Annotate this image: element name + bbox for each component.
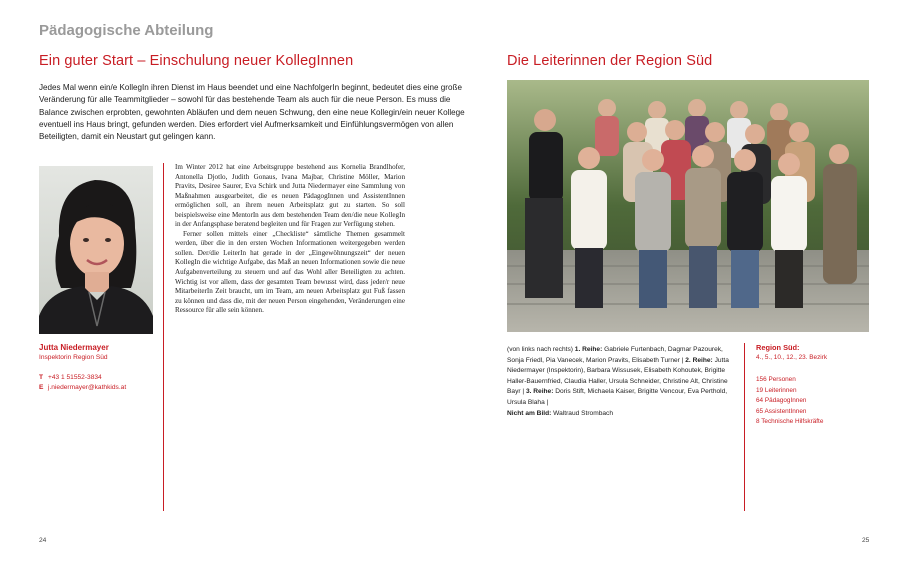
stat-item: 156 Personen (756, 376, 796, 383)
stat-item: 8 Technische Hilfskräfte (756, 418, 824, 426)
phone-number: +43 1 51552-3834 (48, 374, 102, 381)
phone-label: T (39, 374, 44, 381)
phone-line (39, 374, 102, 381)
photo-caption (507, 345, 737, 419)
page-number-right: 25 (862, 537, 870, 544)
intro-paragraph: Jedes Mal wenn ein/e KollegIn ihren Dienst im Haus beendet und eine NachfolgerIn beginnt, bedeutet dies eine große Veränderung für alle Teammitglieder – sowohl für das bestehende Team als auch für die neue Person. Es muss die Balance zwischen erprobten, gewohnten Abläufen und dem neuen Schwung, den eine neue Kollegin/ein neuer Kollege eventuell ins Haus bringt, gefunden werden. Dies erfordert viel Aufmerksamkeit und Einfühlungsvermögen von allen Beteiligten, damit ein Neustart gut gelingen kann. (39, 83, 465, 142)
email-label: E (39, 384, 44, 391)
portrait-photo (39, 166, 153, 334)
region-districts: 4., 5., 10., 12., 23. Bezirk (756, 354, 828, 361)
divider-right (744, 343, 745, 511)
absent-label: Nicht am Bild: (507, 409, 552, 417)
body-paragraph-1: Im Winter 2012 hat eine Arbeitsgruppe bestehend aus Kornelia Brandlhofer, Antonella Djotlo, Judith Gonaus, Ivana Majbar, Christine Möller, Marion Pravits, Desiree Saurer, Eva Schirk und Jutta Niedermayer eine Sammlung von Maßnahmen ausgearbeitet, die es neuen PädagogInnen und AssistentInnen ermöglichen soll, an ihrem neuen Arbeitsplatz gut zu starten. So soll beispielsweise eine MentorIn aus dem bestehenden Team den/die neue KollegIn in der Anfangsphase beratend begleiten und für Fragen zur Verfügung stehen. (175, 163, 405, 229)
body-paragraph-2: Ferner sollen mittels einer „Checkliste“ sämtliche Themen gesammelt werden, über die in den ersten Wochen Informationen weitergegeben werden sollen. Der/die LeiterIn hat gerade in der „Eingewöhnungszeit“ der neuen KollegIn die wichtige Aufgabe, das Maß an neuen Informationen sowie die neue Aufgabenverteilung zu steuern und auf das Wohl aller Beteiligten zu achten. Wichtig ist vor allem, dass der gesamten Team bewusst wird, dass jeder/r neue MitarbeiterIn Zeit braucht, um im Team, am neuen Arbeitsplatz gut Fuß fassen zu können und dass die, mit der neuen Person eingehenden, Veränderungen eine Ressource für alle sein können. (175, 229, 405, 315)
person-role: Inspektorin Region Süd (39, 354, 108, 361)
stat-item: 65 AssistentInnen (756, 407, 807, 415)
row3-names: Doris Stift, Michaela Kaiser, Brigitte Vencour, Eva Perthold, Ursula Blaha | (507, 388, 728, 406)
row1-names: Gabriele Furtenbach, Dagmar Pazourek, Sonja Friedl, Pia Vanecek, Marion Pravits, Elisabeth Turner | (507, 346, 723, 364)
page-number-left: 24 (39, 537, 47, 544)
stat-item: 64 PädagogInnen (756, 397, 807, 405)
article-body (175, 163, 405, 316)
absent-names: Waltraud Strombach (551, 409, 614, 417)
section-title: Pädagogische Abteilung (39, 22, 214, 39)
row1-label: 1. Reihe: (574, 346, 603, 353)
group-heading: Die Leiterinnen der Region Süd (507, 53, 713, 69)
group-photo (507, 80, 869, 332)
region-title: Region Süd: (756, 343, 800, 352)
row3-label: 3. Reihe: (525, 388, 554, 396)
region-stats (756, 375, 823, 428)
article-heading: Ein guter Start – Einschulung neuer KollegInnen (39, 53, 354, 69)
divider-left (163, 163, 164, 511)
row2-names: Jutta Niedermayer (Inspektorin), Barbara Wissusek, Elisabeth Kohoutek, Brigitte Haller-Bauernfried, Claudia Haller, Ursula Schneider, Christine Alt, Christine Bayr | (507, 356, 729, 396)
stat-item: 19 Leiterinnen (756, 386, 797, 394)
email-link[interactable]: j.niedermayer@kathkids.at (48, 384, 127, 391)
caption-prefix: (von links nach rechts) (507, 346, 575, 353)
row2-label: 2. Reihe: (685, 356, 713, 364)
email-line (39, 384, 126, 391)
person-name: Jutta Niedermayer (39, 343, 109, 352)
